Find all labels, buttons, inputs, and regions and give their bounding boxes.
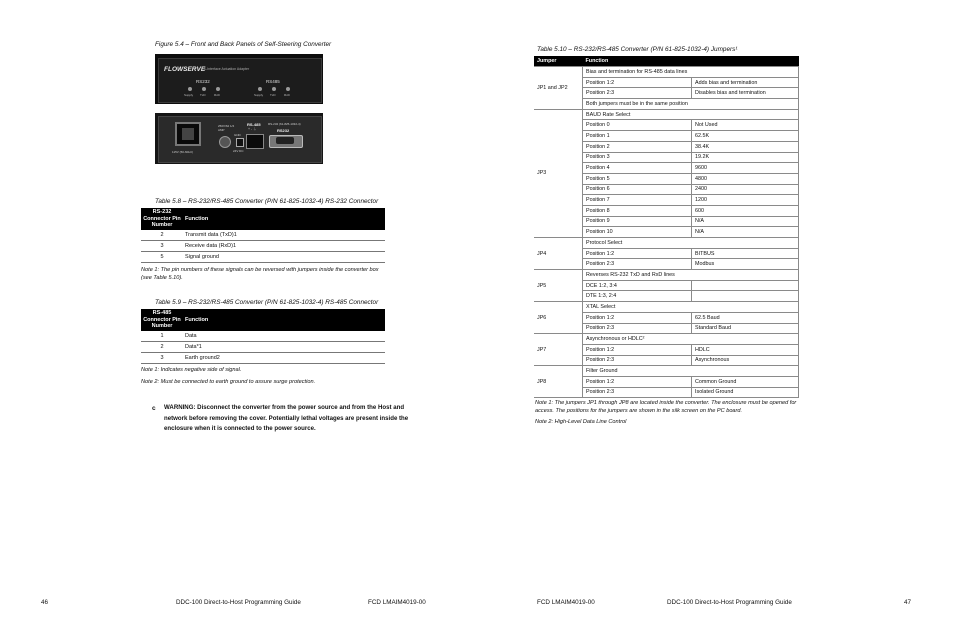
led-icon — [202, 87, 206, 91]
table-row: 2 Data*1 — [141, 341, 385, 352]
table-row: Position 1:2 BITBUS — [534, 248, 799, 259]
rs485-group-label: RS485 — [266, 79, 280, 84]
table-5-9-note-1: Note 1: Indicates negative side of signal. — [141, 367, 242, 373]
warning-icon: c — [152, 405, 156, 412]
table-row: Position 0 Not Used — [534, 120, 799, 131]
footer-code-right: FCD LMAIM4019-00 — [537, 599, 595, 606]
table-5-8-note: Note 1: The pin numbers of these signals can be reversed with jumpers inside the converter box (see Table 5.10). — [141, 267, 379, 282]
jumper-label: JP1 and JP2 — [534, 67, 583, 110]
col-header-function: Function — [583, 56, 799, 67]
rs232-group-label: RS232 — [196, 79, 210, 84]
table-row: JP8 Filter Ground — [534, 366, 799, 377]
table-row: 1 Data — [141, 331, 385, 342]
ground-switch-icon — [236, 138, 244, 147]
brand-logo: FLOWSERVE — [164, 66, 206, 73]
table-row: JP3 BAUD Rate Select — [534, 109, 799, 120]
table-5-10 — [534, 56, 799, 398]
led-icon — [258, 87, 262, 91]
page-number-left: 46 — [41, 599, 49, 606]
col-header-pin: RS-232 Connector Pin Number — [141, 208, 183, 230]
back-panel-photo: 115V (50-60Hz) 250V/62 1/4 AMP GND RS-485 + - ⏚ 24V DC RS-232 (61-825-1032-4) RS232 — [155, 113, 323, 164]
table-row: 3 Receive data (RxD)1 — [141, 240, 385, 251]
table-row: Position 1 62.5K — [534, 131, 799, 142]
table-row: Position 9 N/A — [534, 216, 799, 227]
jumper-label: JP4 — [534, 238, 583, 270]
table-row: JP1 and JP2 Bias and termination for RS-485 data lines — [534, 67, 799, 78]
jumper-label: JP5 — [534, 270, 583, 302]
table-row: DTE 1:3, 2:4 — [534, 291, 799, 302]
table-row: JP6 XTAL Select — [534, 302, 799, 313]
footer-code-left: FCD LMAIM4019-00 — [368, 599, 426, 606]
table-5-8-caption: Table 5.8 – RS-232/RS-485 Converter (P/N 61-825-1032-4) RS-232 Connector — [155, 198, 379, 205]
col-header-function: Function — [183, 309, 385, 331]
table-5-10-caption: Table 5.10 – RS-232/RS-485 Converter (P/N 61-825-1032-4) Jumpers¹ — [537, 46, 738, 53]
table-row: Both jumpers must be in the same position — [534, 99, 799, 110]
table-row: Position 1:2 HDLC — [534, 344, 799, 355]
table-row: JP7 Asynchronous or HDLC² — [534, 334, 799, 345]
table-row: Position 6 2400 — [534, 184, 799, 195]
table-row: Position 2:3 Isolated Ground — [534, 387, 799, 398]
jumper-label: JP6 — [534, 302, 583, 334]
jumper-label: JP3 — [534, 109, 583, 237]
table-row: Position 1:2 Common Ground — [534, 376, 799, 387]
table-row: JP4 Protocol Select — [534, 238, 799, 249]
table-row: Position 2:3 Disables bias and termination — [534, 88, 799, 99]
table-5-10-note-2: Note 2: High-Level Data Line Control — [535, 419, 627, 425]
table-row: Position 10 N/A — [534, 227, 799, 238]
page-number-right: 47 — [904, 599, 912, 606]
table-row: Position 5 4800 — [534, 173, 799, 184]
front-panel-photo: FLOWSERVE 1-Interface Actuation Adapter RS232 RS485 Supply TxD RxD Supply TxD RxD — [155, 54, 323, 104]
fuse-holder-icon — [219, 136, 231, 148]
col-header-function: Function — [183, 208, 385, 230]
jumper-label: JP7 — [534, 334, 583, 366]
col-header-pin: RS-485 Connector Pin Number — [141, 309, 183, 331]
table-row: Position 2 38.4K — [534, 141, 799, 152]
table-row: Position 4 9600 — [534, 163, 799, 174]
table-5-9-caption: Table 5.9 – RS-232/RS-485 Converter (P/N 61-825-1032-4) RS-485 Connector — [155, 299, 379, 306]
table-row: Position 2:3 Standard Baud — [534, 323, 799, 334]
table-row: Position 1:2 62.5 Baud — [534, 312, 799, 323]
table-row: Position 1:2 Adds bias and termination — [534, 77, 799, 88]
table-row: JP5 Reverses RS-232 TxD and RxD lines — [534, 270, 799, 281]
table-row: DCE 1:2, 3:4 — [534, 280, 799, 291]
table-5-10-note-1: Note 1: The jumpers JP1 through JP8 are located inside the converter. The enclosure must be opened for access. The positions for the jumpers are shown in the silk screen on the PC board. — [535, 400, 797, 415]
footer-title-left: DDC-100 Direct-to-Host Programming Guide — [176, 599, 301, 606]
figure-caption: Figure 5.4 – Front and Back Panels of Self-Steering Converter — [155, 41, 332, 48]
table-5-9-note-2: Note 2: Must be connected to earth ground to assure surge protection. — [141, 379, 316, 385]
col-header-jumper: Jumper — [534, 56, 583, 67]
rs485-terminal-block — [246, 134, 264, 149]
led-icon — [272, 87, 276, 91]
table-row: Position 2:3 Asynchronous — [534, 355, 799, 366]
jumper-label: JP8 — [534, 366, 583, 398]
table-row: Position 3 19.2K — [534, 152, 799, 163]
table-row: 3 Earth ground2 — [141, 352, 385, 363]
table-row: 5 Signal ground — [141, 251, 385, 262]
table-5-9 — [141, 309, 385, 364]
led-icon — [188, 87, 192, 91]
led-icon — [216, 87, 220, 91]
table-row: Position 7 1200 — [534, 195, 799, 206]
led-icon — [286, 87, 290, 91]
table-row: Position 2:3 Modbus — [534, 259, 799, 270]
table-row: Position 8 600 — [534, 205, 799, 216]
table-row: 2 Transmit data (TxD)1 — [141, 230, 385, 241]
footer-title-right: DDC-100 Direct-to-Host Programming Guide — [667, 599, 792, 606]
table-5-8 — [141, 208, 385, 263]
warning-text: WARNING: Disconnect the converter from the power source and from the Host and network before removing the cover. Potentially lethal voltages are present inside the enclosure when it is connected to the power source. — [164, 404, 409, 433]
